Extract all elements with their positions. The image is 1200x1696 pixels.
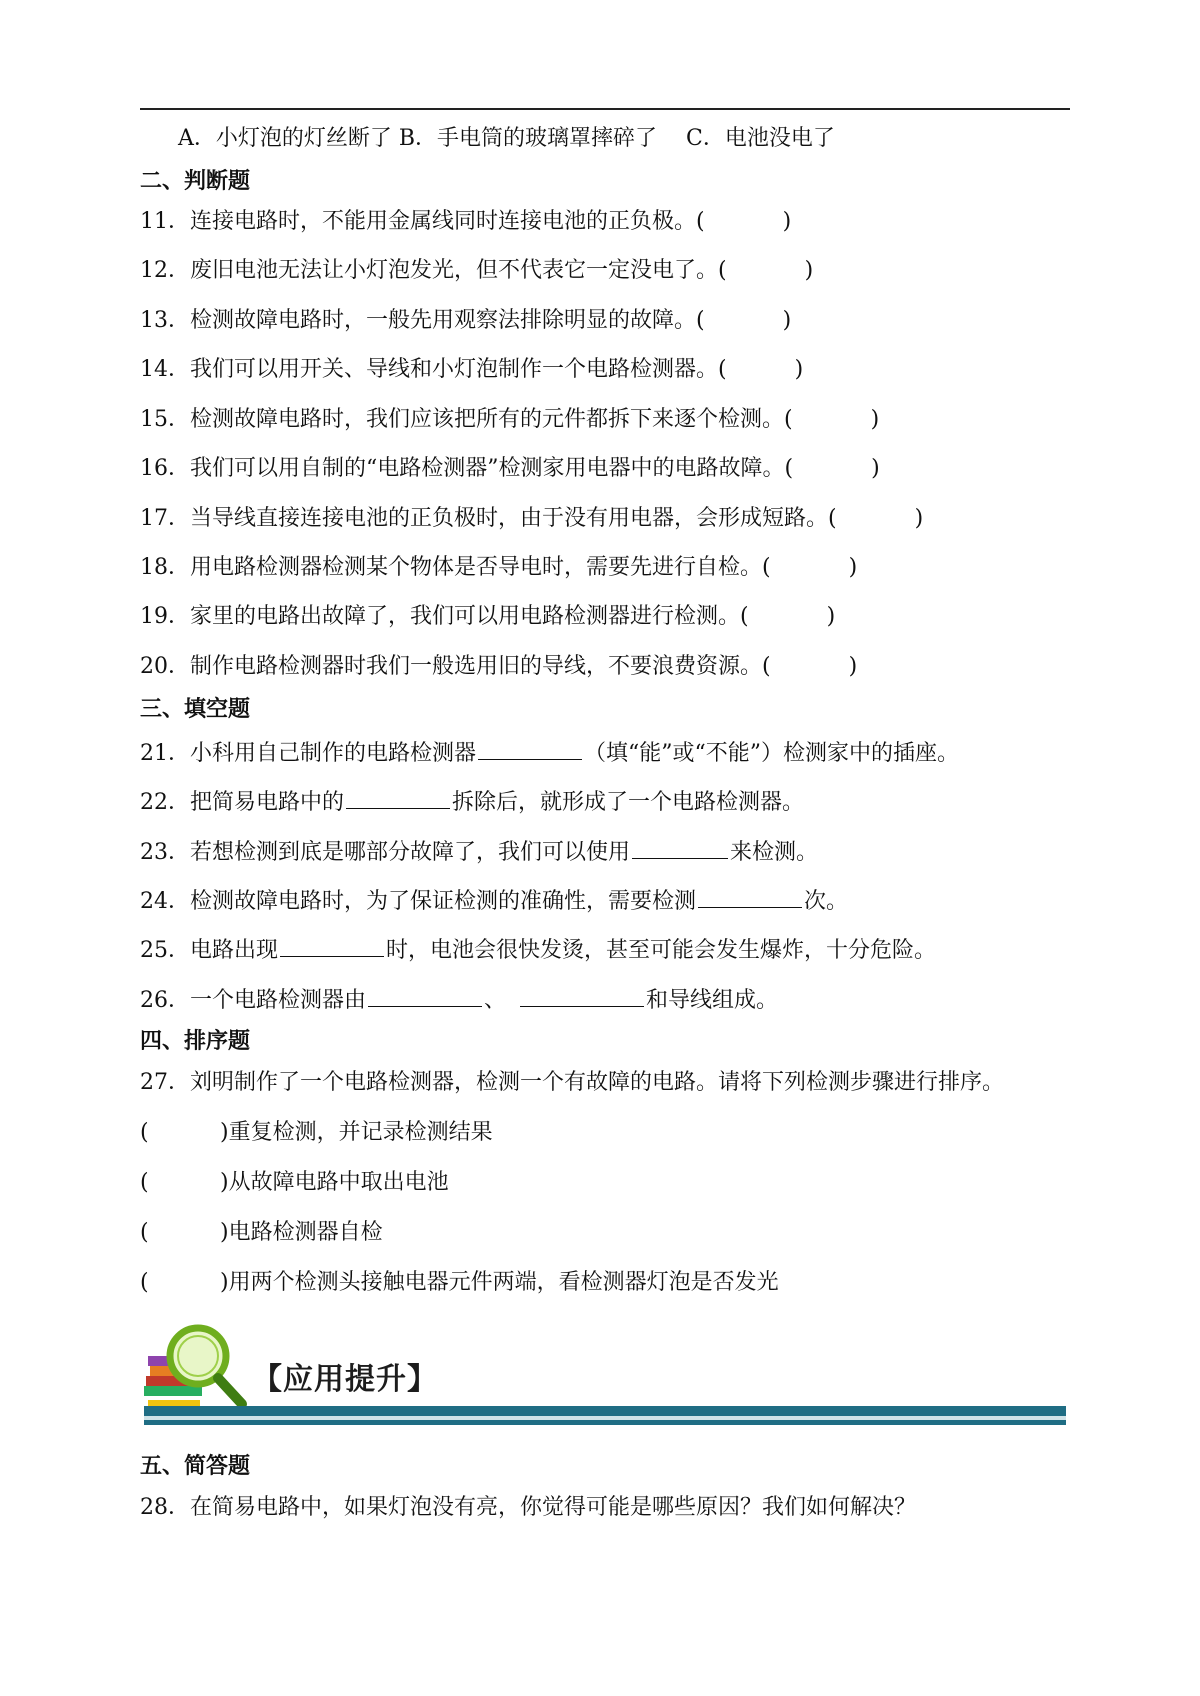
tf-item-12: 12．废旧电池无法让小灯泡发光，但不代表它一定没电了。( ) [140, 258, 814, 283]
tf-item-15: 15．检测故障电路时，我们应该把所有的元件都拆下来逐个检测。( ) [140, 407, 880, 432]
answer-blank[interactable] [632, 836, 728, 859]
banner-title: 【应用提升】 [252, 1362, 438, 1397]
section2-title: 二、判断题 [140, 168, 251, 194]
banner-bar [144, 1406, 1066, 1416]
fill-item-22: 22．把简易电路中的 拆除后，就形成了一个电路检测器。 [140, 786, 804, 818]
tf-item-19: 19．家里的电路出故障了，我们可以用电路检测器进行检测。( ) [140, 604, 836, 629]
answer-blank[interactable] [346, 786, 450, 809]
tf-item-11: 11．连接电路时，不能用金属线同时连接电池的正负极。( ) [140, 209, 792, 234]
order-step: ( )重复检测，并记录检测结果 [140, 1120, 493, 1145]
short-answer-question-28: 28．在简易电路中，如果灯泡没有亮，你觉得可能是哪些原因？我们如何解决？ [140, 1495, 916, 1520]
section4-title: 四、排序题 [140, 1028, 251, 1054]
fill-item-23: 23．若想检测到底是哪部分故障了，我们可以使用 来检测。 [140, 836, 818, 868]
q10-options: A．小灯泡的灯丝断了 B．手电筒的玻璃罩摔碎了 C．电池没电了 [178, 126, 835, 151]
order-step: ( )电路检测器自检 [140, 1220, 383, 1245]
tf-item-17: 17．当导线直接连接电池的正负极时，由于没有用电器，会形成短路。( ) [140, 506, 924, 531]
section5-title: 五、简答题 [140, 1453, 251, 1479]
banner-bar-thin [144, 1420, 1066, 1425]
tf-item-13: 13．检测故障电路时，一般先用观察法排除明显的故障。( ) [140, 308, 792, 333]
fill-item-21: 21．小科用自己制作的电路检测器 （填“能”或“不能”）检测家中的插座。 [140, 737, 959, 769]
fill-item-24: 24．检测故障电路时，为了保证检测的准确性，需要检测 次。 [140, 885, 848, 917]
order-question-27: 27．刘明制作了一个电路检测器，检测一个有故障的电路。请将下列检测步骤进行排序。 [140, 1070, 1004, 1095]
magnifier-books-icon [140, 1318, 260, 1418]
section-banner [140, 1318, 1070, 1430]
order-step: ( )用两个检测头接触电器元件两端，看检测器灯泡是否发光 [140, 1270, 779, 1295]
fill-item-25: 25．电路出现 时，电池会很快发烫，甚至可能会发生爆炸，十分危险。 [140, 934, 936, 966]
answer-blank[interactable] [368, 984, 482, 1007]
answer-blank[interactable] [280, 934, 384, 957]
tf-item-18: 18．用电路检测器检测某个物体是否导电时，需要先进行自检。( ) [140, 555, 858, 580]
answer-blank[interactable] [520, 984, 644, 1007]
tf-item-14: 14．我们可以用开关、导线和小灯泡制作一个电路检测器。( ) [140, 357, 804, 382]
order-step: ( )从故障电路中取出电池 [140, 1170, 449, 1195]
fill-item-26: 26．一个电路检测器由 、 和导线组成。 [140, 984, 778, 1016]
answer-blank[interactable] [478, 737, 582, 760]
tf-item-20: 20．制作电路检测器时我们一般选用旧的导线，不要浪费资源。( ) [140, 654, 858, 679]
tf-item-16: 16．我们可以用自制的“电路检测器”检测家用电器中的电路故障。( ) [140, 456, 880, 481]
header-rule [140, 108, 1070, 110]
section3-title: 三、填空题 [140, 696, 251, 722]
answer-blank[interactable] [698, 885, 802, 908]
